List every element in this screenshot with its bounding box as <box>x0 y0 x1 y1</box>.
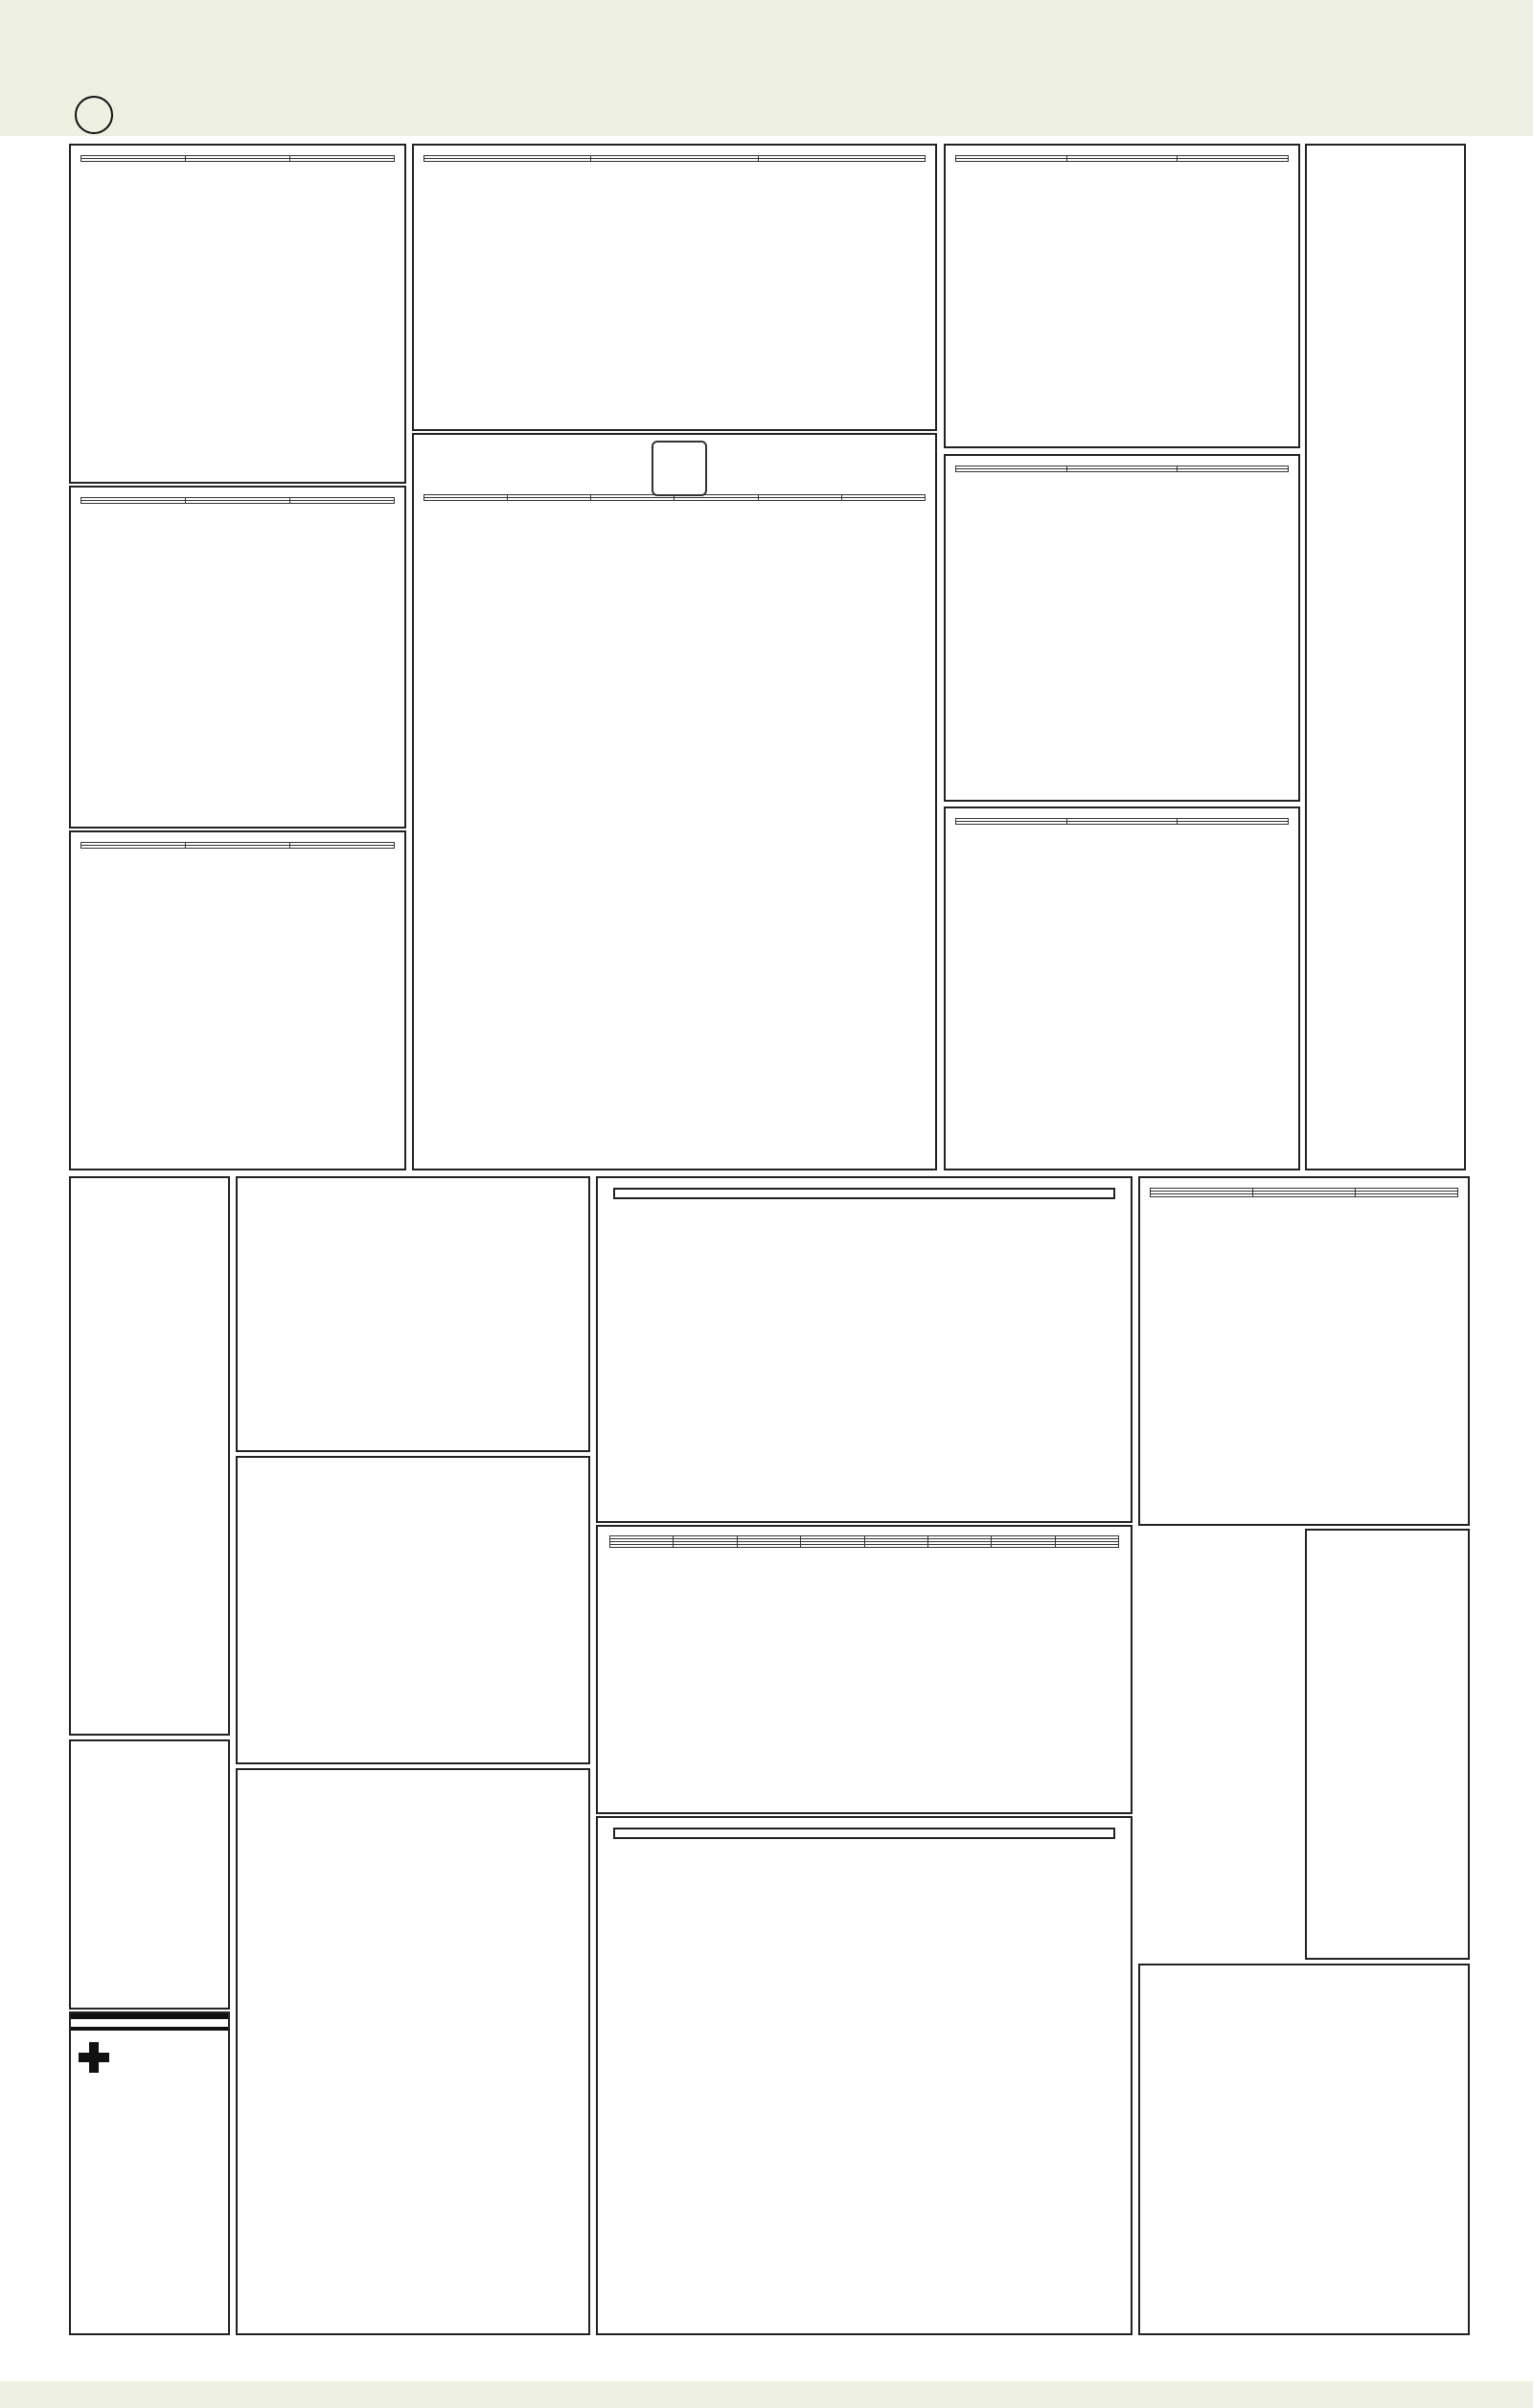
clinic-name <box>71 2013 228 2019</box>
court-notice-kishtwar <box>69 486 406 829</box>
table-cell <box>801 1545 864 1548</box>
table-cell <box>674 1545 737 1548</box>
table-cell <box>1356 1194 1458 1197</box>
etender-notice-doda <box>596 1525 1133 1814</box>
table-cell <box>591 498 675 501</box>
table-row <box>956 469 1289 472</box>
table-cell <box>956 469 1067 472</box>
clinic-note-ur <box>71 2027 228 2031</box>
court-notice-mughalmaidan-1 <box>69 830 406 1170</box>
table-row <box>81 846 395 849</box>
c4-table <box>423 155 926 162</box>
table-cell <box>81 501 186 504</box>
table-cell <box>610 1545 674 1548</box>
kishtwar2-title <box>613 1828 1115 1839</box>
court-notice-mughalmaidan-2 <box>412 144 937 431</box>
c2-table <box>80 497 395 504</box>
table-cell <box>424 498 508 501</box>
court-notice-qila-darhal-1 <box>236 1176 590 1452</box>
table-cell <box>675 498 758 501</box>
table-cell <box>81 159 186 162</box>
etender-table <box>609 1535 1119 1548</box>
table-cell <box>290 501 395 504</box>
page-number <box>75 96 113 134</box>
table-cell <box>758 159 925 162</box>
personal-notices-left <box>69 1176 230 1736</box>
table-cell <box>864 1545 927 1548</box>
table-cell <box>1178 822 1289 825</box>
personal-notice-yasir <box>69 1739 230 2010</box>
court-notice-mughalmaidan-4 <box>944 454 1300 802</box>
table-row <box>956 822 1289 825</box>
public-notice-kishtwar-1 <box>596 1176 1133 1523</box>
court-notice-kuntwara <box>69 144 406 484</box>
c3-table <box>80 842 395 849</box>
table-cell <box>927 1545 991 1548</box>
table-row <box>956 159 1289 162</box>
court-notice-ramban <box>236 1768 590 2335</box>
page-footer <box>0 2381 1533 2408</box>
table-row <box>81 501 395 504</box>
c8-table <box>1150 1188 1458 1197</box>
clinic-advertisement <box>69 2011 230 2335</box>
table-cell <box>290 846 395 849</box>
table-cell <box>956 822 1067 825</box>
page-header <box>0 0 1533 136</box>
table-row <box>610 1545 1119 1548</box>
table-cell <box>956 159 1067 162</box>
medical-cross-icon <box>77 2040 111 2075</box>
table-cell <box>758 498 841 501</box>
personal-notice-nazir <box>1305 1529 1470 1960</box>
court-notice-qila-darhal-2 <box>236 1456 590 1764</box>
rdd-appointment-order <box>412 433 937 1170</box>
table-row <box>424 159 926 162</box>
table-cell <box>290 159 395 162</box>
table-cell <box>81 846 186 849</box>
table-cell <box>841 498 925 501</box>
table-cell <box>992 1545 1055 1548</box>
table-row <box>81 159 395 162</box>
court-notice-mughalmaidan-5 <box>944 806 1300 1170</box>
table-cell <box>1151 1194 1253 1197</box>
c5-table <box>955 155 1289 162</box>
table-cell <box>1055 1545 1118 1548</box>
table-cell <box>1178 469 1289 472</box>
table-cell <box>186 501 290 504</box>
public-notice-kishtwar-2 <box>596 1816 1133 2335</box>
court-notice-chhatroo <box>1138 1964 1470 2335</box>
table-cell <box>591 159 758 162</box>
table-cell <box>737 1545 800 1548</box>
c1-table <box>80 155 395 162</box>
kishtwar1-title <box>613 1188 1115 1199</box>
c6-table <box>955 466 1289 472</box>
table-cell <box>1066 159 1178 162</box>
table-cell <box>186 846 290 849</box>
table-row <box>424 498 926 501</box>
court-notice-mughalmaidan-6 <box>1138 1176 1470 1526</box>
c7-table <box>955 818 1289 825</box>
table-cell <box>508 498 591 501</box>
personal-notices-right <box>1305 144 1466 1170</box>
table-row <box>1151 1194 1458 1197</box>
table-cell <box>1066 822 1178 825</box>
table-cell <box>1253 1194 1356 1197</box>
table-cell <box>424 159 591 162</box>
court-notice-mughalmaidan-3 <box>944 144 1300 448</box>
government-emblem-icon <box>652 441 707 496</box>
table-cell <box>1178 159 1289 162</box>
table-cell <box>1066 469 1178 472</box>
table-cell <box>186 159 290 162</box>
